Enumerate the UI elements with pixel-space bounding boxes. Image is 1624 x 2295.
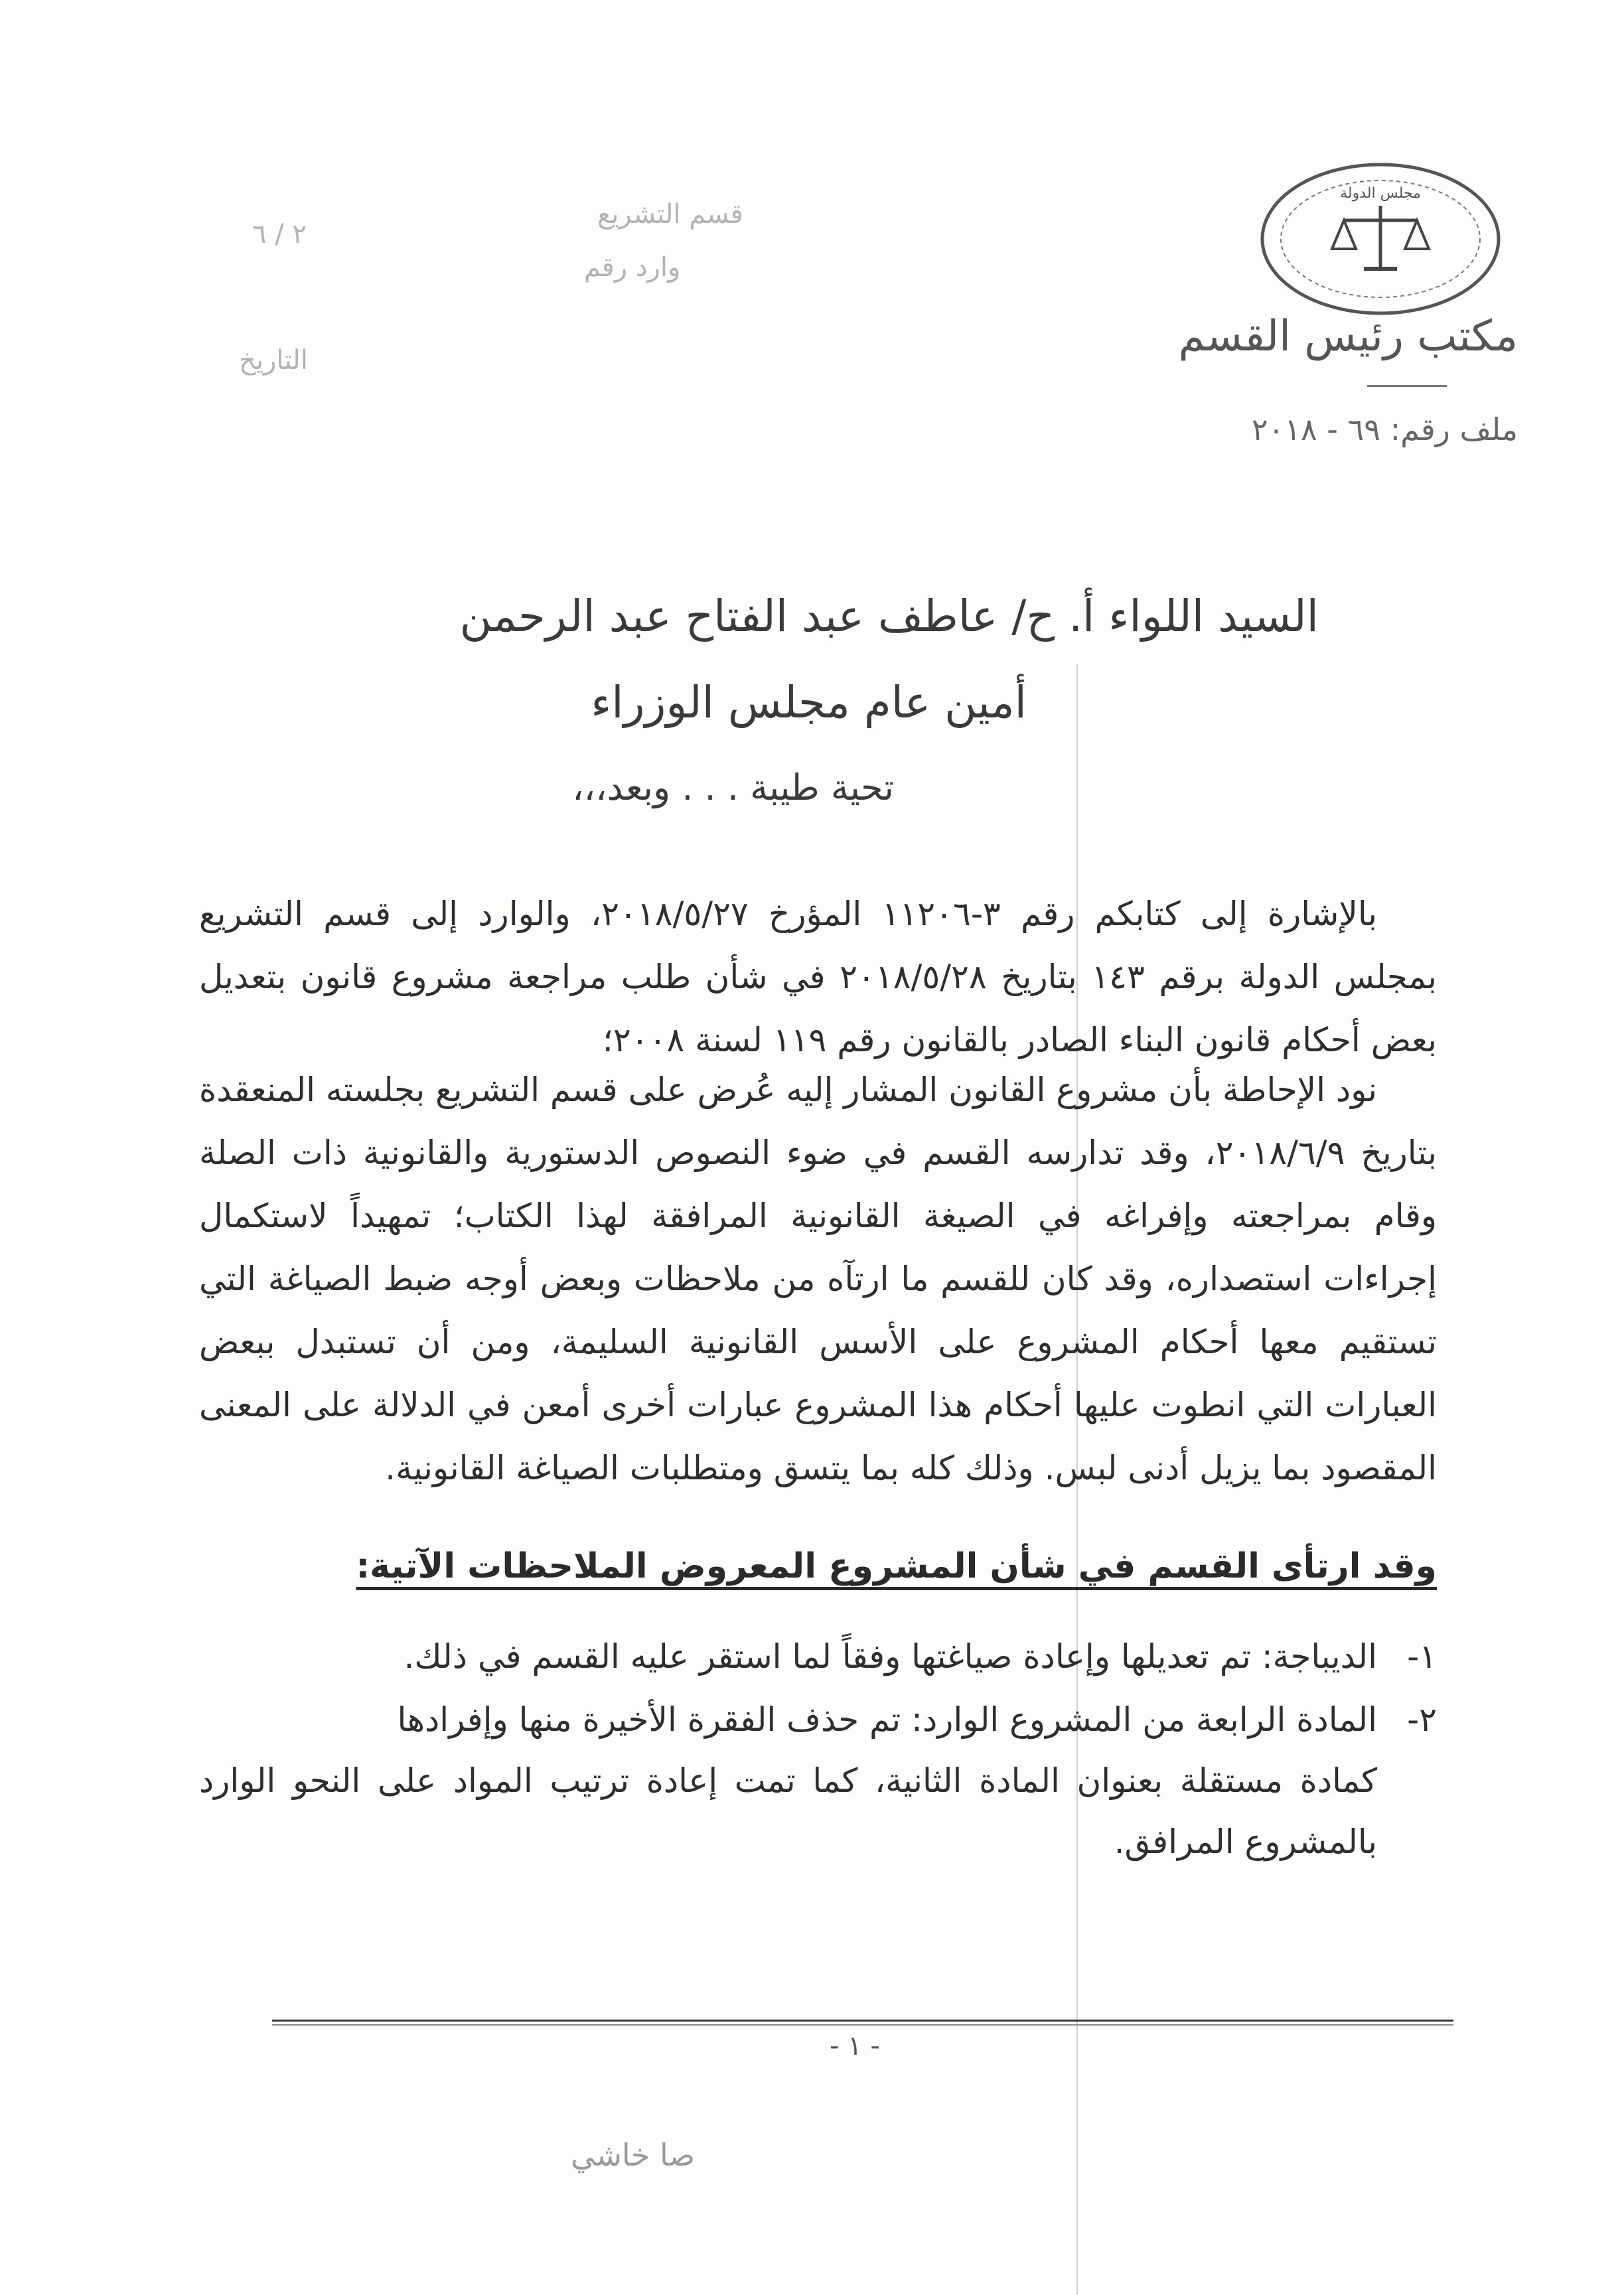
seal-label: مجلس الدولة	[1340, 185, 1421, 202]
office-title-rule	[1367, 385, 1447, 387]
notes-heading: وقد ارتأى القسم في شأن المشروع المعروض الملاحظات الآتية:	[356, 1546, 1437, 1586]
office-title: مكتب رئيس القسم	[1178, 312, 1518, 361]
note-item-2	[256, 1689, 1437, 1750]
greeting: تحية طيبة . . . وبعد،،،	[572, 767, 894, 808]
note-item-2-continuation: كمادة مستقلة بعنوان المادة الثانية، كما تمت إعادة ترتيب المواد على النحو الوارد بالمشروع المرافق.	[199, 1761, 1377, 1861]
official-seal-icon	[1258, 159, 1503, 319]
faint-mark-2: وارد رقم	[584, 252, 681, 283]
footer-rule-secondary	[272, 2024, 1453, 2026]
addressee-name: السيد اللواء أ. ح/ عاطف عبد الفتاح عبد الرحمن	[459, 591, 1319, 642]
note-text: الديباجة: تم تعديلها وإعادة صياغتها وفقاً لما استقر عليه القسم في ذلك.	[404, 1637, 1377, 1676]
note-item-1	[256, 1626, 1437, 1687]
note-number: ٢-	[1407, 1700, 1437, 1739]
page-number: - ١ -	[830, 2031, 880, 2061]
file-number: ملف رقم: ٦٩ - ٢٠١٨	[1251, 411, 1518, 447]
faint-mark-3: التاريخ	[239, 345, 308, 376]
footer-rule	[272, 2020, 1453, 2022]
note-text: المادة الرابعة من المشروع الوارد: تم حذف الفقرة الأخيرة منها وإفرادها	[397, 1700, 1377, 1739]
addressee-title: أمين عام مجلس الوزراء	[591, 677, 1027, 728]
faint-mark-1: قسم التشريع	[597, 199, 743, 230]
paragraph-review: نود الإحاطة بأن مشروع القانون المشار إليه عُرض على قسم التشريع بجلسته المنعقدة بتاريخ ٢٠١٨/٦/٩، وقد تدارسه القسم في ضوء النصوص الدستورية والقانونية ذات الصلة وقام بمراجعته وإفراغه في الصيغة القانونية المرافقة لهذا الكتاب؛ تمهيداً لاستكمال إجراءات استصداره، وقد كان للقسم ما ارتآه من ملاحظات وبعض أوجه ضبط الصياغة التي تستقيم معها أحكام المشروع على الأسس القانونية السليمة، ومن أن تستبدل ببعض العبارات التي انطوت عليها أحكام هذا المشروع عبارات أخرى أمعن في الدلالة على المعنى المقصود بما يزيل أدنى لبس. وذلك كله بما يتسق ومتطلبات الصياغة القانونية.	[199, 1071, 1437, 1487]
handwritten-initials: صا خاشي	[571, 2137, 696, 2173]
note-number: ١-	[1407, 1637, 1437, 1676]
faint-mark-4: ٢ / ٦	[252, 219, 307, 250]
paragraph-reference: بالإشارة إلى كتابكم رقم ٣-١١٢٠٦ المؤرخ ٢٠١٨/٥/٢٧، والوارد إلى قسم التشريع بمجلس الدولة برقم ١٤٣ بتاريخ ٢٠١٨/٥/٢٨ في شأن طلب مراجعة مشروع قانون بتعديل بعض أحكام قانون البناء الصادر بالقانون رقم ١١٩ لسنة ٢٠٠٨؛	[199, 895, 1437, 1059]
